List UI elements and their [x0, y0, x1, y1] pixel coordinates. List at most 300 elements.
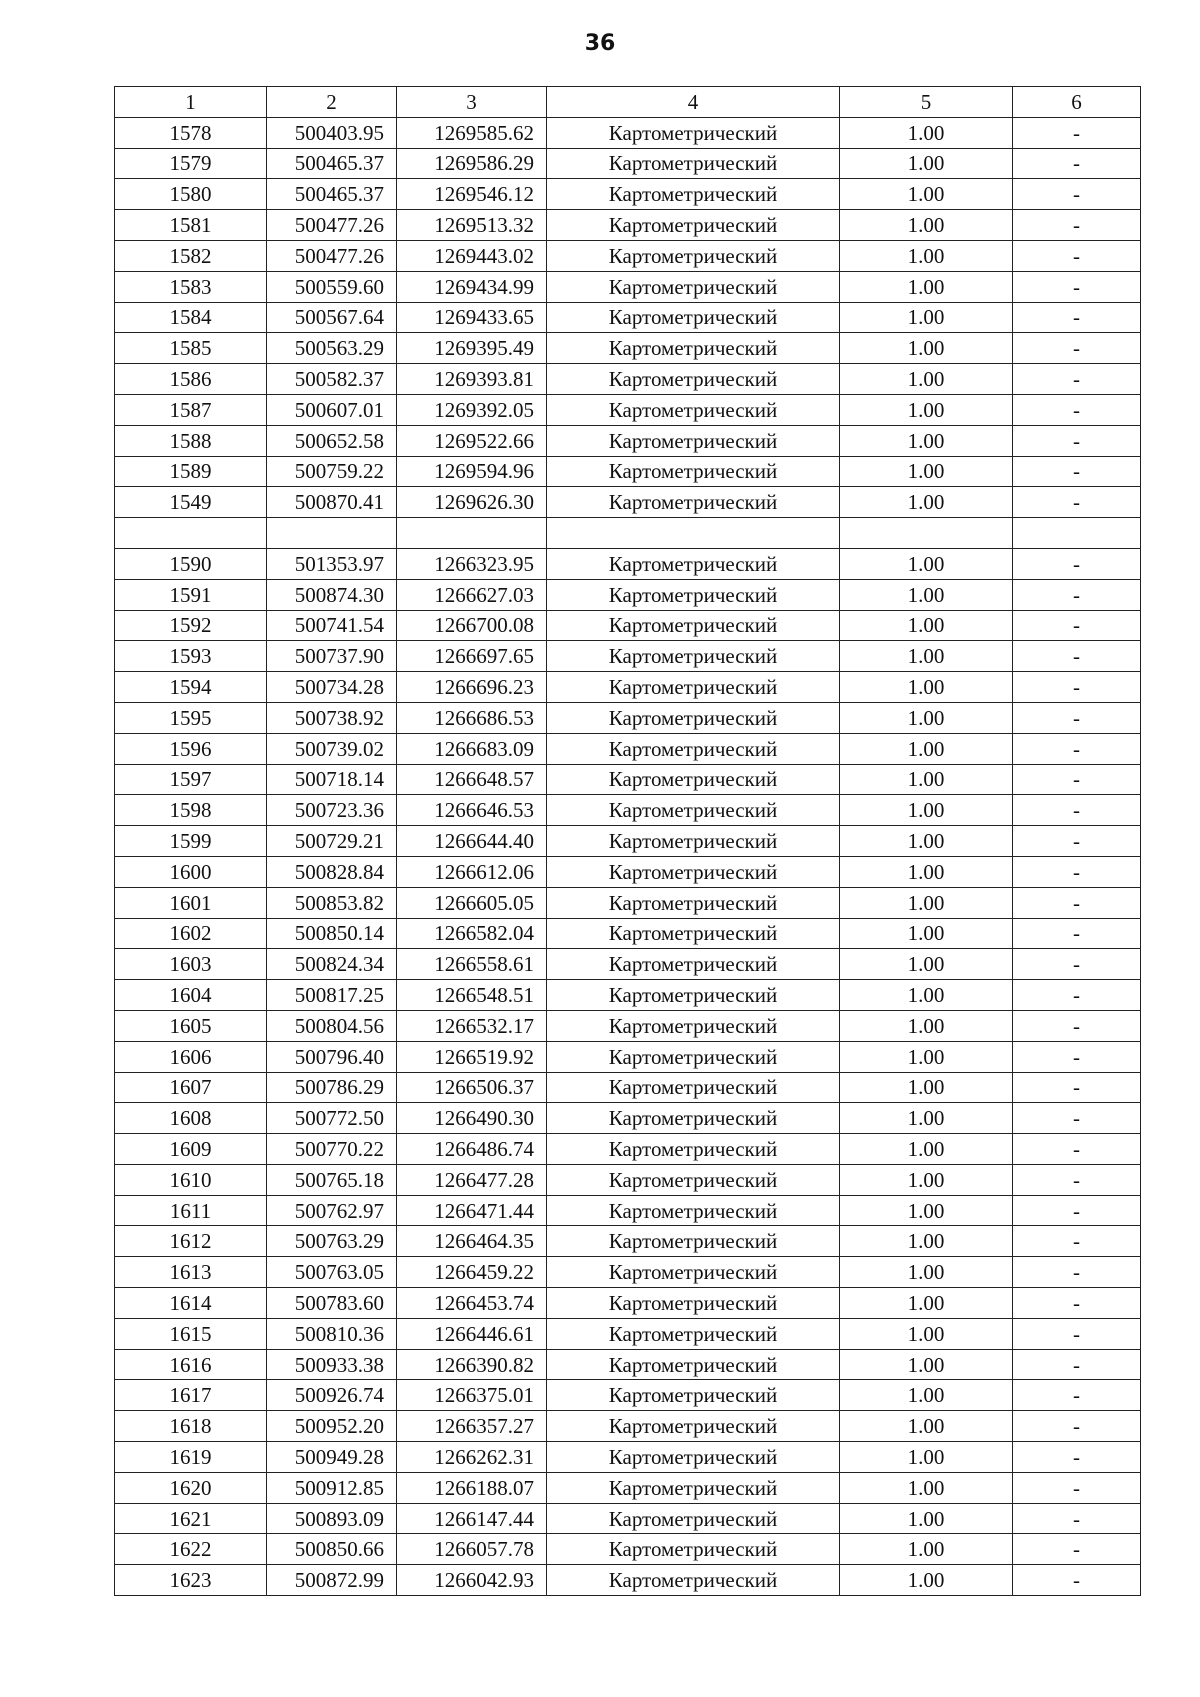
table-row — [115, 826, 1141, 857]
accuracy-cell: 1.00 — [840, 641, 1013, 672]
x-coordinate-cell: 500828.84 — [267, 856, 397, 887]
table-row — [115, 1103, 1141, 1134]
table-row — [115, 1134, 1141, 1165]
x-coordinate-cell: 500783.60 — [267, 1288, 397, 1319]
column-header: 3 — [397, 87, 547, 118]
accuracy-cell: 1.00 — [840, 1442, 1013, 1473]
coordinates-table — [114, 86, 1141, 1596]
y-coordinate-cell: 1266506.37 — [397, 1072, 547, 1103]
accuracy-cell: 1.00 — [840, 1411, 1013, 1442]
y-coordinate-cell: 1266375.01 — [397, 1380, 547, 1411]
table-row — [115, 887, 1141, 918]
note-cell: - — [1013, 1534, 1141, 1565]
accuracy-cell: 1.00 — [840, 1534, 1013, 1565]
accuracy-cell: 1.00 — [840, 1503, 1013, 1534]
accuracy-cell: 1.00 — [840, 1380, 1013, 1411]
point-number-cell: 1611 — [115, 1195, 267, 1226]
table-row — [115, 1349, 1141, 1380]
accuracy-cell: 1.00 — [840, 117, 1013, 148]
y-coordinate-cell: 1266700.08 — [397, 610, 547, 641]
y-coordinate-cell: 1266486.74 — [397, 1134, 547, 1165]
note-cell: - — [1013, 271, 1141, 302]
x-coordinate-cell: 500737.90 — [267, 641, 397, 672]
method-cell: Картометрический — [547, 240, 840, 271]
point-number-cell: 1621 — [115, 1503, 267, 1534]
accuracy-cell: 1.00 — [840, 795, 1013, 826]
note-cell: - — [1013, 148, 1141, 179]
point-number-cell: 1606 — [115, 1041, 267, 1072]
page-number: 36 — [584, 31, 616, 56]
x-coordinate-cell: 500912.85 — [267, 1472, 397, 1503]
note-cell: - — [1013, 826, 1141, 857]
note-cell: - — [1013, 949, 1141, 980]
point-number-cell: 1592 — [115, 610, 267, 641]
accuracy-cell: 1.00 — [840, 856, 1013, 887]
x-coordinate-cell: 500952.20 — [267, 1411, 397, 1442]
note-cell: - — [1013, 1010, 1141, 1041]
note-cell: - — [1013, 918, 1141, 949]
column-header: 4 — [547, 87, 840, 118]
point-number-cell: 1607 — [115, 1072, 267, 1103]
method-cell: Картометрический — [547, 949, 840, 980]
table-row — [115, 394, 1141, 425]
table-row — [115, 1318, 1141, 1349]
x-coordinate-cell: 500933.38 — [267, 1349, 397, 1380]
point-number-cell: 1610 — [115, 1164, 267, 1195]
y-coordinate-cell: 1269513.32 — [397, 210, 547, 241]
table-row — [115, 764, 1141, 795]
note-cell: - — [1013, 672, 1141, 703]
y-coordinate-cell: 1269586.29 — [397, 148, 547, 179]
table-row — [115, 1534, 1141, 1565]
y-coordinate-cell: 1266464.35 — [397, 1226, 547, 1257]
method-cell: Картометрический — [547, 672, 840, 703]
accuracy-cell: 1.00 — [840, 1134, 1013, 1165]
x-coordinate-cell: 500477.26 — [267, 240, 397, 271]
point-number-cell: 1600 — [115, 856, 267, 887]
y-coordinate-cell: 1269522.66 — [397, 425, 547, 456]
accuracy-cell: 1.00 — [840, 548, 1013, 579]
point-number-cell: 1617 — [115, 1380, 267, 1411]
accuracy-cell: 1.00 — [840, 702, 1013, 733]
accuracy-cell: 1.00 — [840, 610, 1013, 641]
note-cell: - — [1013, 702, 1141, 733]
note-cell: - — [1013, 641, 1141, 672]
x-coordinate-cell: 500765.18 — [267, 1164, 397, 1195]
accuracy-cell: 1.00 — [840, 1103, 1013, 1134]
table-row — [115, 1442, 1141, 1473]
table-row — [115, 148, 1141, 179]
y-coordinate-cell: 1266548.51 — [397, 980, 547, 1011]
note-cell: - — [1013, 364, 1141, 395]
table-body — [115, 87, 1141, 1596]
x-coordinate-cell: 500796.40 — [267, 1041, 397, 1072]
x-coordinate-cell: 500762.97 — [267, 1195, 397, 1226]
point-number-cell: 1587 — [115, 394, 267, 425]
accuracy-cell: 1.00 — [840, 271, 1013, 302]
accuracy-cell: 1.00 — [840, 918, 1013, 949]
point-number-cell: 1620 — [115, 1472, 267, 1503]
point-number-cell: 1596 — [115, 733, 267, 764]
accuracy-cell: 1.00 — [840, 1010, 1013, 1041]
point-number-cell: 1581 — [115, 210, 267, 241]
y-coordinate-cell: 1266696.23 — [397, 672, 547, 703]
x-coordinate-cell: 500718.14 — [267, 764, 397, 795]
x-coordinate-cell: 500850.14 — [267, 918, 397, 949]
point-number-cell: 1603 — [115, 949, 267, 980]
accuracy-cell: 1.00 — [840, 1349, 1013, 1380]
y-coordinate-cell: 1269594.96 — [397, 456, 547, 487]
x-coordinate-cell: 500810.36 — [267, 1318, 397, 1349]
y-coordinate-cell: 1266453.74 — [397, 1288, 547, 1319]
table-row — [115, 1041, 1141, 1072]
column-header: 2 — [267, 87, 397, 118]
method-cell: Картометрический — [547, 1041, 840, 1072]
note-cell: - — [1013, 333, 1141, 364]
point-number-cell: 1586 — [115, 364, 267, 395]
point-number-cell: 1591 — [115, 579, 267, 610]
note-cell: - — [1013, 1134, 1141, 1165]
table-row — [115, 856, 1141, 887]
method-cell: Картометрический — [547, 1503, 840, 1534]
note-cell: - — [1013, 1318, 1141, 1349]
note-cell — [1013, 518, 1141, 549]
method-cell: Картометрический — [547, 733, 840, 764]
method-cell: Картометрический — [547, 210, 840, 241]
x-coordinate-cell: 500741.54 — [267, 610, 397, 641]
method-cell: Картометрический — [547, 1411, 840, 1442]
point-number-cell: 1595 — [115, 702, 267, 733]
x-coordinate-cell: 500723.36 — [267, 795, 397, 826]
y-coordinate-cell: 1266646.53 — [397, 795, 547, 826]
column-header: 5 — [840, 87, 1013, 118]
table-row — [115, 1010, 1141, 1041]
point-number-cell: 1588 — [115, 425, 267, 456]
table-row — [115, 980, 1141, 1011]
y-coordinate-cell: 1266477.28 — [397, 1164, 547, 1195]
point-number-cell: 1604 — [115, 980, 267, 1011]
column-header: 6 — [1013, 87, 1141, 118]
table-row — [115, 1288, 1141, 1319]
note-cell: - — [1013, 1565, 1141, 1596]
x-coordinate-cell: 500872.99 — [267, 1565, 397, 1596]
point-number-cell: 1602 — [115, 918, 267, 949]
method-cell: Картометрический — [547, 887, 840, 918]
y-coordinate-cell: 1266390.82 — [397, 1349, 547, 1380]
table-row — [115, 702, 1141, 733]
method-cell: Картометрический — [547, 394, 840, 425]
note-cell: - — [1013, 1472, 1141, 1503]
table-row — [115, 425, 1141, 456]
note-cell: - — [1013, 394, 1141, 425]
note-cell: - — [1013, 1072, 1141, 1103]
note-cell: - — [1013, 1288, 1141, 1319]
x-coordinate-cell: 500477.26 — [267, 210, 397, 241]
y-coordinate-cell: 1269434.99 — [397, 271, 547, 302]
method-cell: Картометрический — [547, 148, 840, 179]
point-number-cell: 1612 — [115, 1226, 267, 1257]
point-number-cell: 1593 — [115, 641, 267, 672]
table-row — [115, 1257, 1141, 1288]
table-row — [115, 179, 1141, 210]
y-coordinate-cell: 1266648.57 — [397, 764, 547, 795]
x-coordinate-cell: 500403.95 — [267, 117, 397, 148]
x-coordinate-cell: 500652.58 — [267, 425, 397, 456]
point-number-cell: 1616 — [115, 1349, 267, 1380]
x-coordinate-cell: 500763.05 — [267, 1257, 397, 1288]
point-number-cell: 1614 — [115, 1288, 267, 1319]
accuracy-cell: 1.00 — [840, 764, 1013, 795]
accuracy-cell: 1.00 — [840, 1072, 1013, 1103]
x-coordinate-cell: 500465.37 — [267, 179, 397, 210]
note-cell: - — [1013, 733, 1141, 764]
y-coordinate-cell: 1266446.61 — [397, 1318, 547, 1349]
y-coordinate-cell: 1269443.02 — [397, 240, 547, 271]
accuracy-cell: 1.00 — [840, 672, 1013, 703]
x-coordinate-cell: 500738.92 — [267, 702, 397, 733]
note-cell: - — [1013, 579, 1141, 610]
x-coordinate-cell: 500926.74 — [267, 1380, 397, 1411]
table-row — [115, 1226, 1141, 1257]
method-cell: Картометрический — [547, 456, 840, 487]
table-row — [115, 518, 1141, 549]
y-coordinate-cell: 1266471.44 — [397, 1195, 547, 1226]
accuracy-cell: 1.00 — [840, 1472, 1013, 1503]
method-cell: Картометрический — [547, 1010, 840, 1041]
point-number-cell: 1601 — [115, 887, 267, 918]
accuracy-cell: 1.00 — [840, 425, 1013, 456]
note-cell: - — [1013, 764, 1141, 795]
method-cell: Картометрический — [547, 117, 840, 148]
y-coordinate-cell: 1266582.04 — [397, 918, 547, 949]
method-cell: Картометрический — [547, 1442, 840, 1473]
x-coordinate-cell: 500563.29 — [267, 333, 397, 364]
accuracy-cell: 1.00 — [840, 1565, 1013, 1596]
accuracy-cell: 1.00 — [840, 1041, 1013, 1072]
y-coordinate-cell: 1266519.92 — [397, 1041, 547, 1072]
method-cell: Картометрический — [547, 364, 840, 395]
method-cell: Картометрический — [547, 1195, 840, 1226]
table-row — [115, 1072, 1141, 1103]
accuracy-cell: 1.00 — [840, 887, 1013, 918]
y-coordinate-cell: 1269585.62 — [397, 117, 547, 148]
point-number-cell: 1622 — [115, 1534, 267, 1565]
accuracy-cell: 1.00 — [840, 394, 1013, 425]
x-coordinate-cell: 500853.82 — [267, 887, 397, 918]
note-cell: - — [1013, 1257, 1141, 1288]
accuracy-cell: 1.00 — [840, 1164, 1013, 1195]
point-number-cell: 1578 — [115, 117, 267, 148]
method-cell: Картометрический — [547, 333, 840, 364]
note-cell: - — [1013, 240, 1141, 271]
accuracy-cell: 1.00 — [840, 1288, 1013, 1319]
accuracy-cell: 1.00 — [840, 179, 1013, 210]
x-coordinate-cell: 500870.41 — [267, 487, 397, 518]
table-row — [115, 579, 1141, 610]
method-cell: Картометрический — [547, 1103, 840, 1134]
y-coordinate-cell: 1269626.30 — [397, 487, 547, 518]
table-row — [115, 1472, 1141, 1503]
y-coordinate-cell: 1266683.09 — [397, 733, 547, 764]
method-cell: Картометрический — [547, 1318, 840, 1349]
accuracy-cell: 1.00 — [840, 456, 1013, 487]
note-cell: - — [1013, 179, 1141, 210]
y-coordinate-cell: 1266644.40 — [397, 826, 547, 857]
note-cell: - — [1013, 1164, 1141, 1195]
note-cell: - — [1013, 210, 1141, 241]
accuracy-cell: 1.00 — [840, 210, 1013, 241]
x-coordinate-cell: 500804.56 — [267, 1010, 397, 1041]
point-number-cell: 1598 — [115, 795, 267, 826]
method-cell: Картометрический — [547, 1380, 840, 1411]
x-coordinate-cell: 500763.29 — [267, 1226, 397, 1257]
method-cell: Картометрический — [547, 1134, 840, 1165]
method-cell: Картометрический — [547, 641, 840, 672]
x-coordinate-cell: 500559.60 — [267, 271, 397, 302]
point-number-cell: 1597 — [115, 764, 267, 795]
method-cell: Картометрический — [547, 764, 840, 795]
table-row — [115, 1565, 1141, 1596]
note-cell: - — [1013, 795, 1141, 826]
accuracy-cell: 1.00 — [840, 1257, 1013, 1288]
y-coordinate-cell: 1269546.12 — [397, 179, 547, 210]
method-cell: Картометрический — [547, 980, 840, 1011]
y-coordinate-cell: 1266558.61 — [397, 949, 547, 980]
table-row — [115, 949, 1141, 980]
table-row — [115, 795, 1141, 826]
table-row — [115, 271, 1141, 302]
note-cell: - — [1013, 548, 1141, 579]
x-coordinate-cell: 500893.09 — [267, 1503, 397, 1534]
note-cell: - — [1013, 1411, 1141, 1442]
note-cell: - — [1013, 1041, 1141, 1072]
note-cell: - — [1013, 1103, 1141, 1134]
x-coordinate-cell: 500949.28 — [267, 1442, 397, 1473]
x-coordinate-cell: 500817.25 — [267, 980, 397, 1011]
note-cell: - — [1013, 456, 1141, 487]
table-row — [115, 302, 1141, 333]
y-coordinate-cell: 1266262.31 — [397, 1442, 547, 1473]
note-cell: - — [1013, 1442, 1141, 1473]
y-coordinate-cell — [397, 518, 547, 549]
y-coordinate-cell: 1269395.49 — [397, 333, 547, 364]
method-cell: Картометрический — [547, 548, 840, 579]
accuracy-cell: 1.00 — [840, 1318, 1013, 1349]
method-cell: Картометрический — [547, 1534, 840, 1565]
x-coordinate-cell: 500772.50 — [267, 1103, 397, 1134]
method-cell: Картометрический — [547, 487, 840, 518]
accuracy-cell: 1.00 — [840, 1226, 1013, 1257]
y-coordinate-cell: 1266686.53 — [397, 702, 547, 733]
y-coordinate-cell: 1266605.05 — [397, 887, 547, 918]
x-coordinate-cell: 500874.30 — [267, 579, 397, 610]
accuracy-cell: 1.00 — [840, 980, 1013, 1011]
y-coordinate-cell: 1266612.06 — [397, 856, 547, 887]
table-row — [115, 1411, 1141, 1442]
point-number-cell: 1590 — [115, 548, 267, 579]
point-number-cell: 1583 — [115, 271, 267, 302]
accuracy-cell: 1.00 — [840, 733, 1013, 764]
table-row — [115, 641, 1141, 672]
point-number-cell: 1599 — [115, 826, 267, 857]
point-number-cell: 1549 — [115, 487, 267, 518]
x-coordinate-cell: 500729.21 — [267, 826, 397, 857]
accuracy-cell: 1.00 — [840, 240, 1013, 271]
table-row — [115, 672, 1141, 703]
point-number-cell: 1618 — [115, 1411, 267, 1442]
x-coordinate-cell: 501353.97 — [267, 548, 397, 579]
table-row — [115, 610, 1141, 641]
y-coordinate-cell: 1269393.81 — [397, 364, 547, 395]
table-row — [115, 918, 1141, 949]
table-row — [115, 210, 1141, 241]
note-cell: - — [1013, 1503, 1141, 1534]
note-cell: - — [1013, 610, 1141, 641]
note-cell: - — [1013, 425, 1141, 456]
method-cell: Картометрический — [547, 1472, 840, 1503]
point-number-cell: 1585 — [115, 333, 267, 364]
table-row — [115, 333, 1141, 364]
method-cell: Картометрический — [547, 1257, 840, 1288]
x-coordinate-cell: 500770.22 — [267, 1134, 397, 1165]
point-number-cell: 1609 — [115, 1134, 267, 1165]
y-coordinate-cell: 1266188.07 — [397, 1472, 547, 1503]
point-number-cell: 1613 — [115, 1257, 267, 1288]
point-number-cell: 1582 — [115, 240, 267, 271]
y-coordinate-cell: 1266459.22 — [397, 1257, 547, 1288]
y-coordinate-cell: 1269392.05 — [397, 394, 547, 425]
table-row — [115, 117, 1141, 148]
table-row — [115, 240, 1141, 271]
note-cell: - — [1013, 487, 1141, 518]
point-number-cell: 1594 — [115, 672, 267, 703]
method-cell: Картометрический — [547, 702, 840, 733]
table-row — [115, 364, 1141, 395]
table-row — [115, 733, 1141, 764]
method-cell: Картометрический — [547, 271, 840, 302]
table-row — [115, 456, 1141, 487]
x-coordinate-cell: 500607.01 — [267, 394, 397, 425]
y-coordinate-cell: 1266323.95 — [397, 548, 547, 579]
method-cell: Картометрический — [547, 302, 840, 333]
point-number-cell: 1584 — [115, 302, 267, 333]
column-header: 1 — [115, 87, 267, 118]
method-cell: Картометрический — [547, 425, 840, 456]
method-cell: Картометрический — [547, 795, 840, 826]
y-coordinate-cell: 1266490.30 — [397, 1103, 547, 1134]
method-cell: Картометрический — [547, 1349, 840, 1380]
x-coordinate-cell: 500759.22 — [267, 456, 397, 487]
table-row — [115, 1195, 1141, 1226]
y-coordinate-cell: 1266697.65 — [397, 641, 547, 672]
x-coordinate-cell: 500582.37 — [267, 364, 397, 395]
table-row — [115, 1503, 1141, 1534]
x-coordinate-cell: 500465.37 — [267, 148, 397, 179]
y-coordinate-cell: 1266042.93 — [397, 1565, 547, 1596]
y-coordinate-cell: 1266057.78 — [397, 1534, 547, 1565]
x-coordinate-cell — [267, 518, 397, 549]
point-number-cell: 1615 — [115, 1318, 267, 1349]
y-coordinate-cell: 1266147.44 — [397, 1503, 547, 1534]
point-number-cell: 1580 — [115, 179, 267, 210]
method-cell: Картометрический — [547, 610, 840, 641]
accuracy-cell: 1.00 — [840, 826, 1013, 857]
accuracy-cell: 1.00 — [840, 148, 1013, 179]
accuracy-cell — [840, 518, 1013, 549]
note-cell: - — [1013, 887, 1141, 918]
note-cell: - — [1013, 1195, 1141, 1226]
point-number-cell: 1608 — [115, 1103, 267, 1134]
